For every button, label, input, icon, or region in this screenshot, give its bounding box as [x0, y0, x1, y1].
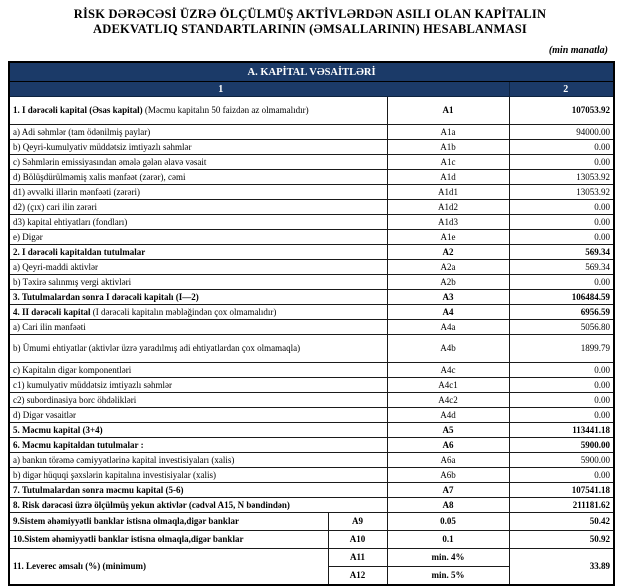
row-value: 6956.59	[509, 305, 614, 320]
row-value: 569.34	[509, 245, 614, 260]
row-value: 13053.92	[509, 170, 614, 185]
row-label: 11. Leverec əmsalı (%) (minimum)	[9, 549, 328, 586]
row-label-main: d) Bölüşdürülməmiş xalis mənfəət (zərər), cəmi	[13, 171, 186, 182]
page-title-line1: RİSK DƏRƏCƏSİ ÜZRƏ ÖLÇÜLMÜŞ AKTİVLƏRDƏN ASILI OLAN KAPİTALIN	[73, 7, 547, 21]
table-row	[9, 320, 614, 335]
section-header-row	[9, 62, 614, 82]
row-label: 10.Sistem əhəmiyyətli banklar istisna olmaqla,digər banklar	[9, 531, 328, 549]
row-value: 569.34	[509, 260, 614, 275]
table-row	[9, 453, 614, 468]
row-label-main: d2) (çıx) cari ilin zərəri	[13, 201, 97, 212]
table-row	[9, 335, 614, 363]
row-label	[9, 155, 387, 170]
row-label	[9, 230, 387, 245]
row-code: A6b	[387, 468, 509, 483]
row-code: A1d2	[387, 200, 509, 215]
row-value: 94000.00	[509, 125, 614, 140]
row-label	[9, 185, 387, 200]
row-value: 0.00	[509, 378, 614, 393]
row-label	[9, 320, 387, 335]
table-row	[9, 423, 614, 438]
row-code: A8	[387, 498, 509, 513]
row-code: A4d	[387, 408, 509, 423]
row-label	[9, 275, 387, 290]
row-label	[9, 215, 387, 230]
row-label	[9, 468, 387, 483]
row-middle-value: 0.05	[387, 513, 509, 531]
row-label	[9, 438, 387, 453]
row-label-main: 1. I dərəcəli kapital (Əsas kapital)	[13, 105, 143, 115]
row-label-main: c) Səhmlərin emissiyasından əmələ gələn əlavə vəsait	[13, 156, 207, 167]
table-row	[9, 498, 614, 513]
row-label-main: c1) kumulyativ müddətsiz imtiyazlı səhmlər	[13, 379, 172, 390]
row-code: A4	[387, 305, 509, 320]
row-middle-value: min. 4%	[387, 549, 509, 567]
row-label-main: 8. Risk dərəcəsi üzrə ölçülmüş yekun aktivlər (cədvəl A15, N bəndindən)	[13, 499, 290, 510]
row-value: 5900.00	[509, 453, 614, 468]
row-value: 0.00	[509, 140, 614, 155]
row-label-main: 4. II dərəcəli kapital	[13, 306, 91, 317]
table-row	[9, 549, 614, 567]
column-header-row	[9, 82, 614, 97]
row-code: A7	[387, 483, 509, 498]
row-value: 0.00	[509, 215, 614, 230]
row-label	[9, 245, 387, 260]
row-value: 1899.79	[509, 335, 614, 363]
row-label-rest: (Məcmu kapitalın 50 faizdən az olmamalıdır)	[142, 105, 309, 115]
row-label-main: 2. I dərəcəli kapitaldan tutulmalar	[13, 246, 146, 257]
row-code: A2b	[387, 275, 509, 290]
row-label-main: 5. Məcmu kapital (3+4)	[13, 424, 103, 435]
table-row	[9, 97, 614, 125]
row-value: 107053.92	[509, 97, 614, 125]
page-title-line2: ADEKVATLIQ STANDARTLARININ (ƏMSALLARININ) HESABLANMASI	[93, 22, 527, 36]
row-code: A6	[387, 438, 509, 453]
row-label-main: a) Adi səhmlər (tam ödənilmiş paylar)	[13, 126, 151, 137]
table-row	[9, 290, 614, 305]
row-code: A1a	[387, 125, 509, 140]
row-code: A1e	[387, 230, 509, 245]
row-label-main: b) digər hüquqi şəxslərin kapitalına investisiyalar (xalis)	[13, 469, 216, 480]
row-middle-value: min. 5%	[387, 567, 509, 586]
row-label-main: b) Təxirə salınmış vergi aktivləri	[13, 276, 132, 287]
page-title	[0, 7, 620, 37]
row-value: 0.00	[509, 363, 614, 378]
row-label: 9.Sistem əhəmiyyətli banklar istisna olmaqla,digər banklar	[9, 513, 328, 531]
row-label-main: a) Cari ilin mənfəəti	[13, 321, 86, 332]
row-value: 106484.59	[509, 290, 614, 305]
row-label	[9, 170, 387, 185]
row-middle-value: 0.1	[387, 531, 509, 549]
row-code: A10	[328, 531, 387, 549]
unit-note: (min manatla)	[548, 45, 608, 56]
row-label	[9, 498, 387, 513]
row-value: 0.00	[509, 468, 614, 483]
row-value: 0.00	[509, 230, 614, 245]
row-code: A11	[328, 549, 387, 567]
row-label-main: c) Kapitalın digər komponentləri	[13, 364, 132, 375]
capital-adequacy-table	[8, 61, 615, 586]
row-label-main: a) bankın törəmə cəmiyyətlərinə kapital investisiyaları (xalis)	[13, 454, 235, 465]
row-code: A1d	[387, 170, 509, 185]
table-row	[9, 305, 614, 320]
row-code: A2a	[387, 260, 509, 275]
row-label	[9, 290, 387, 305]
row-label-main: d1) əvvəlki illərin mənfəəti (zərəri)	[13, 186, 140, 197]
row-value: 33.89	[509, 549, 614, 586]
row-label-main: a) Qeyri-maddi aktivlər	[13, 261, 98, 272]
column-header-2: 2	[509, 82, 614, 97]
row-value: 107541.18	[509, 483, 614, 498]
table-row	[9, 468, 614, 483]
row-value: 0.00	[509, 275, 614, 290]
row-label	[9, 140, 387, 155]
row-value: 0.00	[509, 155, 614, 170]
row-value: 113441.18	[509, 423, 614, 438]
row-code: A4c1	[387, 378, 509, 393]
table-row	[9, 185, 614, 200]
table-row	[9, 275, 614, 290]
row-value: 50.42	[509, 513, 614, 531]
table-row	[9, 155, 614, 170]
table-row	[9, 393, 614, 408]
table-row	[9, 483, 614, 498]
row-code: A9	[328, 513, 387, 531]
section-header: A. KAPİTAL VƏSAİTLƏRİ	[9, 62, 614, 82]
row-label	[9, 378, 387, 393]
row-code: A1d3	[387, 215, 509, 230]
row-code: A1b	[387, 140, 509, 155]
row-value: 5056.80	[509, 320, 614, 335]
table-row	[9, 260, 614, 275]
row-label	[9, 200, 387, 215]
table-row	[9, 140, 614, 155]
row-value: 13053.92	[509, 185, 614, 200]
row-label-rest: (I dərəcəli kapitalın məbləğindən çox olmamalıdır)	[90, 306, 277, 317]
row-code: A4b	[387, 335, 509, 363]
column-header-1: 1	[9, 82, 509, 97]
row-label	[9, 363, 387, 378]
row-label	[9, 483, 387, 498]
table-row	[9, 125, 614, 140]
row-label-main: 6. Məcmu kapitaldan tutulmalar :	[13, 439, 144, 450]
row-value: 0.00	[509, 200, 614, 215]
table-row	[9, 200, 614, 215]
table-row	[9, 408, 614, 423]
row-code: A4c2	[387, 393, 509, 408]
row-label	[9, 125, 387, 140]
row-label-main: b) Ümumi ehtiyatlar (aktivlər üzrə yaradılmış adi ehtiyatlardan çox olmamaqla)	[13, 343, 301, 353]
document-page	[0, 7, 620, 582]
row-code: A3	[387, 290, 509, 305]
table-row	[9, 170, 614, 185]
row-code: A4c	[387, 363, 509, 378]
row-value: 0.00	[509, 393, 614, 408]
table-row	[9, 230, 614, 245]
table-row	[9, 363, 614, 378]
row-label	[9, 260, 387, 275]
table-row	[9, 215, 614, 230]
row-code: A2	[387, 245, 509, 260]
row-label-main: b) Qeyri-kumulyativ müddətsiz imtiyazlı səhmlər	[13, 141, 192, 152]
table-row	[9, 438, 614, 453]
row-label-main: c2) subordinasiya borc öhdəlikləri	[13, 394, 137, 405]
row-label	[9, 335, 387, 363]
row-code: A1	[387, 97, 509, 125]
row-label	[9, 453, 387, 468]
row-label-main: 3. Tutulmalardan sonra I dərəcəli kapitalı (I—2)	[13, 291, 199, 302]
row-value: 211181.62	[509, 498, 614, 513]
table-row	[9, 245, 614, 260]
row-code: A12	[328, 567, 387, 586]
row-value: 50.92	[509, 531, 614, 549]
row-label	[9, 305, 387, 320]
row-label	[9, 393, 387, 408]
row-value: 0.00	[509, 408, 614, 423]
row-label	[9, 97, 387, 125]
table-row	[9, 531, 614, 549]
row-value: 5900.00	[509, 438, 614, 453]
row-code: A1d1	[387, 185, 509, 200]
row-code: A6a	[387, 453, 509, 468]
row-code: A5	[387, 423, 509, 438]
table-row	[9, 513, 614, 531]
row-label-main: d) Digər vəsaitlər	[13, 409, 76, 420]
row-label-main: d3) kapital ehtiyatları (fondları)	[13, 216, 128, 227]
row-label	[9, 408, 387, 423]
row-label	[9, 423, 387, 438]
row-code: A1c	[387, 155, 509, 170]
capital-table-body	[9, 97, 614, 586]
row-label-main: 7. Tutulmalardan sonra məcmu kapital (5-6)	[13, 484, 184, 495]
row-code: A4a	[387, 320, 509, 335]
table-row	[9, 378, 614, 393]
row-label-main: e) Digər	[13, 231, 43, 242]
